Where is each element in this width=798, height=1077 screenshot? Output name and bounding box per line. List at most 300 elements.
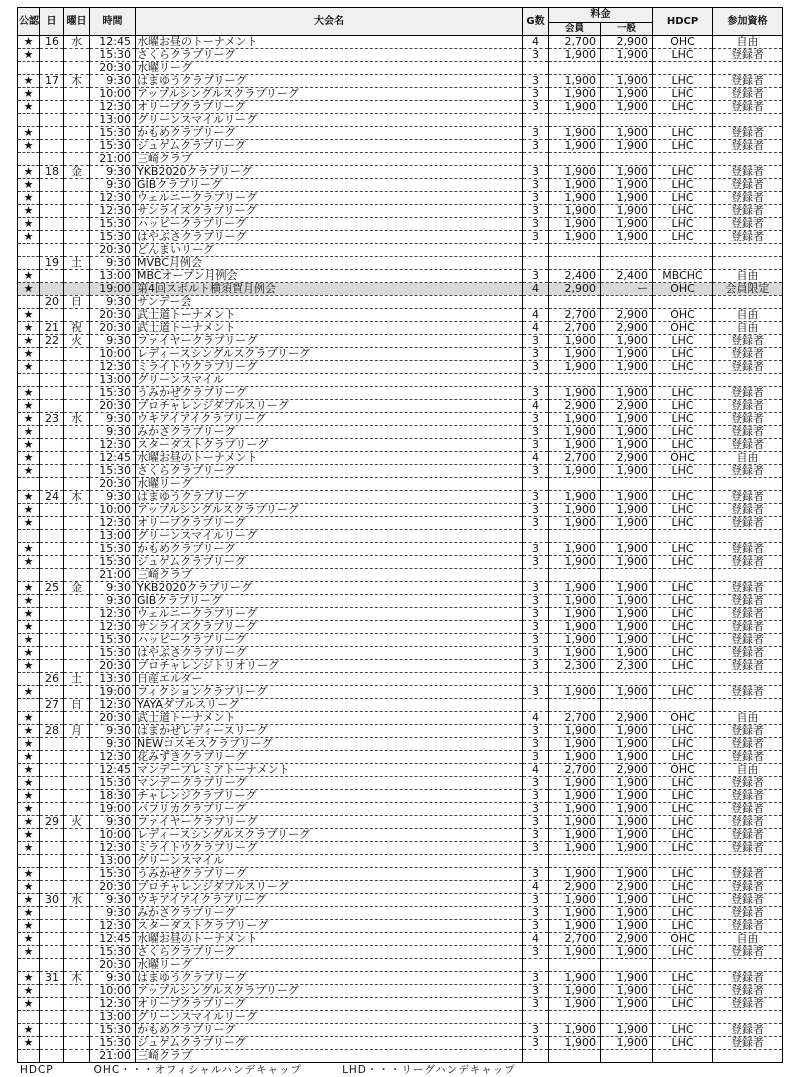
games-cell xyxy=(523,855,549,868)
table-row xyxy=(18,400,783,413)
day-cell xyxy=(40,998,64,1011)
qualification-cell: 登録者 xyxy=(713,647,783,660)
table-row xyxy=(18,1037,783,1050)
time-cell: 21:00 xyxy=(90,153,136,166)
hdcp-cell: LHC xyxy=(653,790,713,803)
tournament-name-cell: 三崎クラブ xyxy=(136,569,523,582)
weekday-cell xyxy=(64,660,90,673)
table-row xyxy=(18,842,783,855)
time-cell: 13:00 xyxy=(90,114,136,127)
fee-general-cell xyxy=(601,1050,653,1063)
hdcp-cell: LHC xyxy=(653,465,713,478)
hdcp-cell: LHC xyxy=(653,608,713,621)
games-cell: 3 xyxy=(523,348,549,361)
kouin-star-cell: ★ xyxy=(18,985,40,998)
weekday-cell xyxy=(64,686,90,699)
qualification-cell: 登録者 xyxy=(713,361,783,374)
time-cell: 10:00 xyxy=(90,504,136,517)
qualification-cell: 自由 xyxy=(713,36,783,49)
fee-member-cell: 1,900 xyxy=(549,972,601,985)
header-weekday: 曜日 xyxy=(64,8,90,36)
kouin-star-cell: ★ xyxy=(18,166,40,179)
table-row xyxy=(18,946,783,959)
tournament-name-cell: サンライズクラブリーグ xyxy=(136,205,523,218)
fee-general-cell: 1,900 xyxy=(601,192,653,205)
qualification-cell: 登録者 xyxy=(713,348,783,361)
kouin-star-cell: ★ xyxy=(18,101,40,114)
header-fee: 料金 xyxy=(549,8,653,23)
time-cell: 13:00 xyxy=(90,1011,136,1024)
tournament-name-cell: はまゆうクラブリーグ xyxy=(136,972,523,985)
weekday-cell xyxy=(64,465,90,478)
qualification-cell xyxy=(713,257,783,270)
fee-general-cell: 1,900 xyxy=(601,894,653,907)
tournament-name-cell: ファイヤークラブリーグ xyxy=(136,335,523,348)
time-cell: 15:30 xyxy=(90,1037,136,1050)
fee-general-cell: 1,900 xyxy=(601,595,653,608)
games-cell: 3 xyxy=(523,361,549,374)
day-cell xyxy=(40,946,64,959)
table-row xyxy=(18,634,783,647)
day-cell xyxy=(40,374,64,387)
fee-member-cell: 1,900 xyxy=(549,790,601,803)
tournament-name-cell: 水曜お昼のトーナメント xyxy=(136,933,523,946)
time-cell: 9:30 xyxy=(90,179,136,192)
table-row xyxy=(18,920,783,933)
table-row xyxy=(18,725,783,738)
fee-general-cell: 1,900 xyxy=(601,179,653,192)
weekday-cell xyxy=(64,478,90,491)
hdcp-cell: LHC xyxy=(653,972,713,985)
day-cell xyxy=(40,387,64,400)
time-cell: 15:30 xyxy=(90,777,136,790)
games-cell: 3 xyxy=(523,725,549,738)
time-cell: 20:30 xyxy=(90,309,136,322)
hdcp-cell: LHC xyxy=(653,75,713,88)
weekday-cell: 金 xyxy=(64,582,90,595)
hdcp-cell: LHC xyxy=(653,127,713,140)
hdcp-cell: LHC xyxy=(653,868,713,881)
hdcp-cell: LHC xyxy=(653,439,713,452)
hdcp-cell: LHC xyxy=(653,998,713,1011)
time-cell: 9:30 xyxy=(90,296,136,309)
time-cell: 12:30 xyxy=(90,361,136,374)
time-cell: 13:30 xyxy=(90,673,136,686)
legend-lhd: LHD・・・リーグハンデキャップ xyxy=(342,1064,516,1076)
fee-member-cell xyxy=(549,153,601,166)
hdcp-cell xyxy=(653,244,713,257)
hdcp-cell xyxy=(653,296,713,309)
kouin-star-cell: ★ xyxy=(18,816,40,829)
hdcp-cell: LHC xyxy=(653,582,713,595)
kouin-star-cell: ★ xyxy=(18,452,40,465)
qualification-cell xyxy=(713,153,783,166)
time-cell: 9:30 xyxy=(90,725,136,738)
fee-member-cell xyxy=(549,959,601,972)
fee-member-cell: 1,900 xyxy=(549,686,601,699)
qualification-cell: 登録者 xyxy=(713,894,783,907)
fee-member-cell: 2,900 xyxy=(549,400,601,413)
day-cell xyxy=(40,881,64,894)
qualification-cell xyxy=(713,244,783,257)
qualification-cell: 自由 xyxy=(713,712,783,725)
games-cell xyxy=(523,959,549,972)
fee-general-cell xyxy=(601,114,653,127)
table-row xyxy=(18,166,783,179)
weekday-cell xyxy=(64,192,90,205)
day-cell xyxy=(40,49,64,62)
qualification-cell: 登録者 xyxy=(713,1024,783,1037)
day-cell xyxy=(40,244,64,257)
day-cell: 21 xyxy=(40,322,64,335)
time-cell: 19:00 xyxy=(90,803,136,816)
tournament-name-cell: オリーブクラブリーグ xyxy=(136,998,523,1011)
table-row xyxy=(18,829,783,842)
tournament-name-cell: オリーブクラブリーグ xyxy=(136,101,523,114)
hdcp-cell: LHC xyxy=(653,361,713,374)
games-cell: 3 xyxy=(523,920,549,933)
table-row xyxy=(18,556,783,569)
hdcp-cell: LHC xyxy=(653,426,713,439)
hdcp-cell: LHC xyxy=(653,985,713,998)
day-cell xyxy=(40,452,64,465)
hdcp-cell: LHC xyxy=(653,920,713,933)
day-cell xyxy=(40,868,64,881)
qualification-cell xyxy=(713,62,783,75)
table-row xyxy=(18,959,783,972)
weekday-cell xyxy=(64,218,90,231)
hdcp-cell: LHC xyxy=(653,842,713,855)
hdcp-cell: LHC xyxy=(653,88,713,101)
fee-general-cell: 1,900 xyxy=(601,543,653,556)
tournament-name-cell: GIBクラブリーグ xyxy=(136,595,523,608)
kouin-star-cell: ★ xyxy=(18,413,40,426)
hdcp-cell: LHC xyxy=(653,946,713,959)
games-cell: 3 xyxy=(523,816,549,829)
time-cell: 15:30 xyxy=(90,647,136,660)
qualification-cell: 登録者 xyxy=(713,491,783,504)
day-cell xyxy=(40,530,64,543)
fee-general-cell: 1,900 xyxy=(601,140,653,153)
time-cell: 20:30 xyxy=(90,660,136,673)
hdcp-cell xyxy=(653,1011,713,1024)
weekday-cell xyxy=(64,985,90,998)
hdcp-cell xyxy=(653,699,713,712)
weekday-cell xyxy=(64,348,90,361)
hdcp-cell: LHC xyxy=(653,517,713,530)
qualification-cell: 登録者 xyxy=(713,725,783,738)
games-cell: 4 xyxy=(523,881,549,894)
table-row xyxy=(18,712,783,725)
fee-general-cell: 1,900 xyxy=(601,647,653,660)
qualification-cell: 登録者 xyxy=(713,426,783,439)
fee-member-cell: 1,900 xyxy=(549,335,601,348)
qualification-cell xyxy=(713,114,783,127)
games-cell: 4 xyxy=(523,36,549,49)
fee-general-cell: 1,900 xyxy=(601,777,653,790)
games-cell: 4 xyxy=(523,764,549,777)
hdcp-cell: OHC xyxy=(653,309,713,322)
fee-member-cell: 1,900 xyxy=(549,725,601,738)
day-cell xyxy=(40,478,64,491)
time-cell: 20:30 xyxy=(90,478,136,491)
table-row xyxy=(18,985,783,998)
kouin-star-cell: ★ xyxy=(18,868,40,881)
games-cell: 3 xyxy=(523,751,549,764)
kouin-star-cell xyxy=(18,530,40,543)
tournament-name-cell: パフリカクラブリーグ xyxy=(136,803,523,816)
games-cell: 3 xyxy=(523,1037,549,1050)
time-cell: 13:00 xyxy=(90,374,136,387)
table-row xyxy=(18,322,783,335)
time-cell: 12:30 xyxy=(90,608,136,621)
day-cell: 28 xyxy=(40,725,64,738)
kouin-star-cell: ★ xyxy=(18,491,40,504)
fee-general-cell: 1,900 xyxy=(601,907,653,920)
weekday-cell xyxy=(64,712,90,725)
kouin-star-cell: ★ xyxy=(18,387,40,400)
time-cell: 18:30 xyxy=(90,790,136,803)
fee-member-cell: 2,700 xyxy=(549,452,601,465)
day-cell xyxy=(40,543,64,556)
weekday-cell: 木 xyxy=(64,972,90,985)
tournament-name-cell: はまゆうクラブリーグ xyxy=(136,75,523,88)
tournament-name-cell: みかさクラブリーグ xyxy=(136,426,523,439)
tournament-name-cell: グリーンスマイルリーグ xyxy=(136,1011,523,1024)
fee-general-cell: 1,900 xyxy=(601,738,653,751)
kouin-star-cell: ★ xyxy=(18,634,40,647)
qualification-cell: 登録者 xyxy=(713,686,783,699)
weekday-cell: 月 xyxy=(64,725,90,738)
table-row xyxy=(18,907,783,920)
time-cell: 9:30 xyxy=(90,894,136,907)
time-cell: 12:45 xyxy=(90,452,136,465)
time-cell: 9:30 xyxy=(90,166,136,179)
fee-member-cell: 1,900 xyxy=(549,946,601,959)
kouin-star-cell: ★ xyxy=(18,218,40,231)
table-row xyxy=(18,283,783,296)
hdcp-cell: LHC xyxy=(653,686,713,699)
weekday-cell xyxy=(64,101,90,114)
hdcp-cell: LHC xyxy=(653,192,713,205)
hdcp-cell: LHC xyxy=(653,816,713,829)
day-cell xyxy=(40,127,64,140)
fee-member-cell: 1,900 xyxy=(549,1024,601,1037)
table-row xyxy=(18,1011,783,1024)
table-row xyxy=(18,855,783,868)
fee-general-cell: 1,900 xyxy=(601,998,653,1011)
fee-general-cell: 1,900 xyxy=(601,816,653,829)
qualification-cell: 登録者 xyxy=(713,881,783,894)
day-cell xyxy=(40,556,64,569)
tournament-name-cell: オリーブクラブリーグ xyxy=(136,517,523,530)
hdcp-cell: LHC xyxy=(653,738,713,751)
fee-member-cell: 1,900 xyxy=(549,75,601,88)
kouin-star-cell: ★ xyxy=(18,361,40,374)
qualification-cell: 登録者 xyxy=(713,400,783,413)
tournament-name-cell: YKB2020クラブリーグ xyxy=(136,582,523,595)
qualification-cell: 自由 xyxy=(713,270,783,283)
kouin-star-cell: ★ xyxy=(18,1037,40,1050)
kouin-star-cell xyxy=(18,855,40,868)
kouin-star-cell xyxy=(18,1050,40,1063)
hdcp-cell xyxy=(653,257,713,270)
weekday-cell xyxy=(64,647,90,660)
header-fee-general: 一般 xyxy=(601,23,653,36)
day-cell xyxy=(40,1050,64,1063)
tournament-name-cell: ファイヤークラブリーグ xyxy=(136,816,523,829)
time-cell: 15:30 xyxy=(90,634,136,647)
hdcp-cell: OHC xyxy=(653,322,713,335)
qualification-cell: 登録者 xyxy=(713,387,783,400)
weekday-cell xyxy=(64,504,90,517)
games-cell: 3 xyxy=(523,426,549,439)
kouin-star-cell: ★ xyxy=(18,348,40,361)
weekday-cell: 木 xyxy=(64,491,90,504)
games-cell: 4 xyxy=(523,309,549,322)
hdcp-cell: MBCHC xyxy=(653,270,713,283)
table-row xyxy=(18,868,783,881)
qualification-cell xyxy=(713,699,783,712)
fee-member-cell xyxy=(549,114,601,127)
kouin-star-cell: ★ xyxy=(18,712,40,725)
weekday-cell xyxy=(64,374,90,387)
time-cell: 15:30 xyxy=(90,465,136,478)
tournament-name-cell: アップルシングルスクラブリーグ xyxy=(136,504,523,517)
fee-general-cell: 1,900 xyxy=(601,803,653,816)
fee-member-cell: 1,900 xyxy=(549,543,601,556)
qualification-cell: 登録者 xyxy=(713,751,783,764)
table-row xyxy=(18,933,783,946)
fee-general-cell xyxy=(601,257,653,270)
games-cell xyxy=(523,244,549,257)
games-cell: 3 xyxy=(523,985,549,998)
table-row xyxy=(18,465,783,478)
fee-general-cell: 2,900 xyxy=(601,309,653,322)
kouin-star-cell xyxy=(18,296,40,309)
fee-general-cell: 2,300 xyxy=(601,660,653,673)
tournament-name-cell: マンデークラブリーグ xyxy=(136,777,523,790)
games-cell: 3 xyxy=(523,75,549,88)
hdcp-cell xyxy=(653,153,713,166)
time-cell: 12:30 xyxy=(90,920,136,933)
day-cell xyxy=(40,400,64,413)
hdcp-cell: LHC xyxy=(653,166,713,179)
day-cell xyxy=(40,803,64,816)
table-row xyxy=(18,660,783,673)
games-cell: 3 xyxy=(523,621,549,634)
kouin-star-cell: ★ xyxy=(18,790,40,803)
table-row xyxy=(18,309,783,322)
header-games: G数 xyxy=(523,8,549,36)
fee-general-cell: 1,900 xyxy=(601,1037,653,1050)
fee-general-cell xyxy=(601,1011,653,1024)
games-cell: 3 xyxy=(523,231,549,244)
hdcp-cell: LHC xyxy=(653,647,713,660)
tournament-name-cell: ジュゲムクラブリーグ xyxy=(136,1037,523,1050)
hdcp-cell: LHC xyxy=(653,491,713,504)
games-cell: 3 xyxy=(523,543,549,556)
tournament-name-cell: 水曜お昼のトーナメント xyxy=(136,452,523,465)
kouin-star-cell: ★ xyxy=(18,660,40,673)
hdcp-cell: LHC xyxy=(653,881,713,894)
hdcp-cell xyxy=(653,673,713,686)
weekday-cell xyxy=(64,608,90,621)
day-cell xyxy=(40,270,64,283)
qualification-cell: 登録者 xyxy=(713,75,783,88)
fee-general-cell: 1,900 xyxy=(601,166,653,179)
day-cell xyxy=(40,595,64,608)
table-row xyxy=(18,998,783,1011)
fee-member-cell: 1,900 xyxy=(549,842,601,855)
tournament-name-cell: 水曜リーグ xyxy=(136,478,523,491)
qualification-cell: 登録者 xyxy=(713,101,783,114)
time-cell: 15:30 xyxy=(90,387,136,400)
legend-ohc: OHC・・・オフィシャルハンデキャップ xyxy=(93,1064,303,1076)
hdcp-cell: OHC xyxy=(653,933,713,946)
tournament-name-cell: グリーンスマイルリーグ xyxy=(136,530,523,543)
weekday-cell xyxy=(64,556,90,569)
tournament-name-cell: さくらクラブリーグ xyxy=(136,49,523,62)
table-row xyxy=(18,751,783,764)
fee-member-cell: 1,900 xyxy=(549,907,601,920)
weekday-cell xyxy=(64,88,90,101)
qualification-cell: 登録者 xyxy=(713,543,783,556)
time-cell: 13:00 xyxy=(90,530,136,543)
qualification-cell xyxy=(713,296,783,309)
day-cell xyxy=(40,348,64,361)
time-cell: 15:30 xyxy=(90,868,136,881)
kouin-star-cell: ★ xyxy=(18,270,40,283)
fee-general-cell: 1,900 xyxy=(601,348,653,361)
fee-general-cell: 1,900 xyxy=(601,205,653,218)
fee-member-cell: 1,900 xyxy=(549,621,601,634)
day-cell xyxy=(40,712,64,725)
time-cell: 15:30 xyxy=(90,49,136,62)
time-cell: 21:00 xyxy=(90,1050,136,1063)
schedule-rows xyxy=(18,36,783,1063)
qualification-cell: 登録者 xyxy=(713,49,783,62)
fee-member-cell xyxy=(549,1050,601,1063)
tournament-name-cell: はまかぜレディースリーグ xyxy=(136,725,523,738)
games-cell: 3 xyxy=(523,595,549,608)
time-cell: 9:30 xyxy=(90,257,136,270)
day-cell xyxy=(40,62,64,75)
tournament-name-cell: NEWコスモスクラブリーグ xyxy=(136,738,523,751)
tournament-name-cell: サンデー会 xyxy=(136,296,523,309)
table-row xyxy=(18,673,783,686)
kouin-star-cell xyxy=(18,257,40,270)
table-row xyxy=(18,296,783,309)
table-row xyxy=(18,335,783,348)
tournament-name-cell: ジュゲムクラブリーグ xyxy=(136,140,523,153)
time-cell: 15:30 xyxy=(90,946,136,959)
day-cell xyxy=(40,231,64,244)
games-cell: 3 xyxy=(523,140,549,153)
table-row xyxy=(18,413,783,426)
weekday-cell xyxy=(64,764,90,777)
weekday-cell xyxy=(64,803,90,816)
table-row xyxy=(18,205,783,218)
time-cell: 10:00 xyxy=(90,829,136,842)
fee-member-cell xyxy=(549,855,601,868)
fee-member-cell: 1,900 xyxy=(549,517,601,530)
table-row xyxy=(18,608,783,621)
hdcp-cell: OHC xyxy=(653,283,713,296)
games-cell: 3 xyxy=(523,829,549,842)
tournament-name-cell: はやぶさクラブリーグ xyxy=(136,231,523,244)
table-row xyxy=(18,374,783,387)
